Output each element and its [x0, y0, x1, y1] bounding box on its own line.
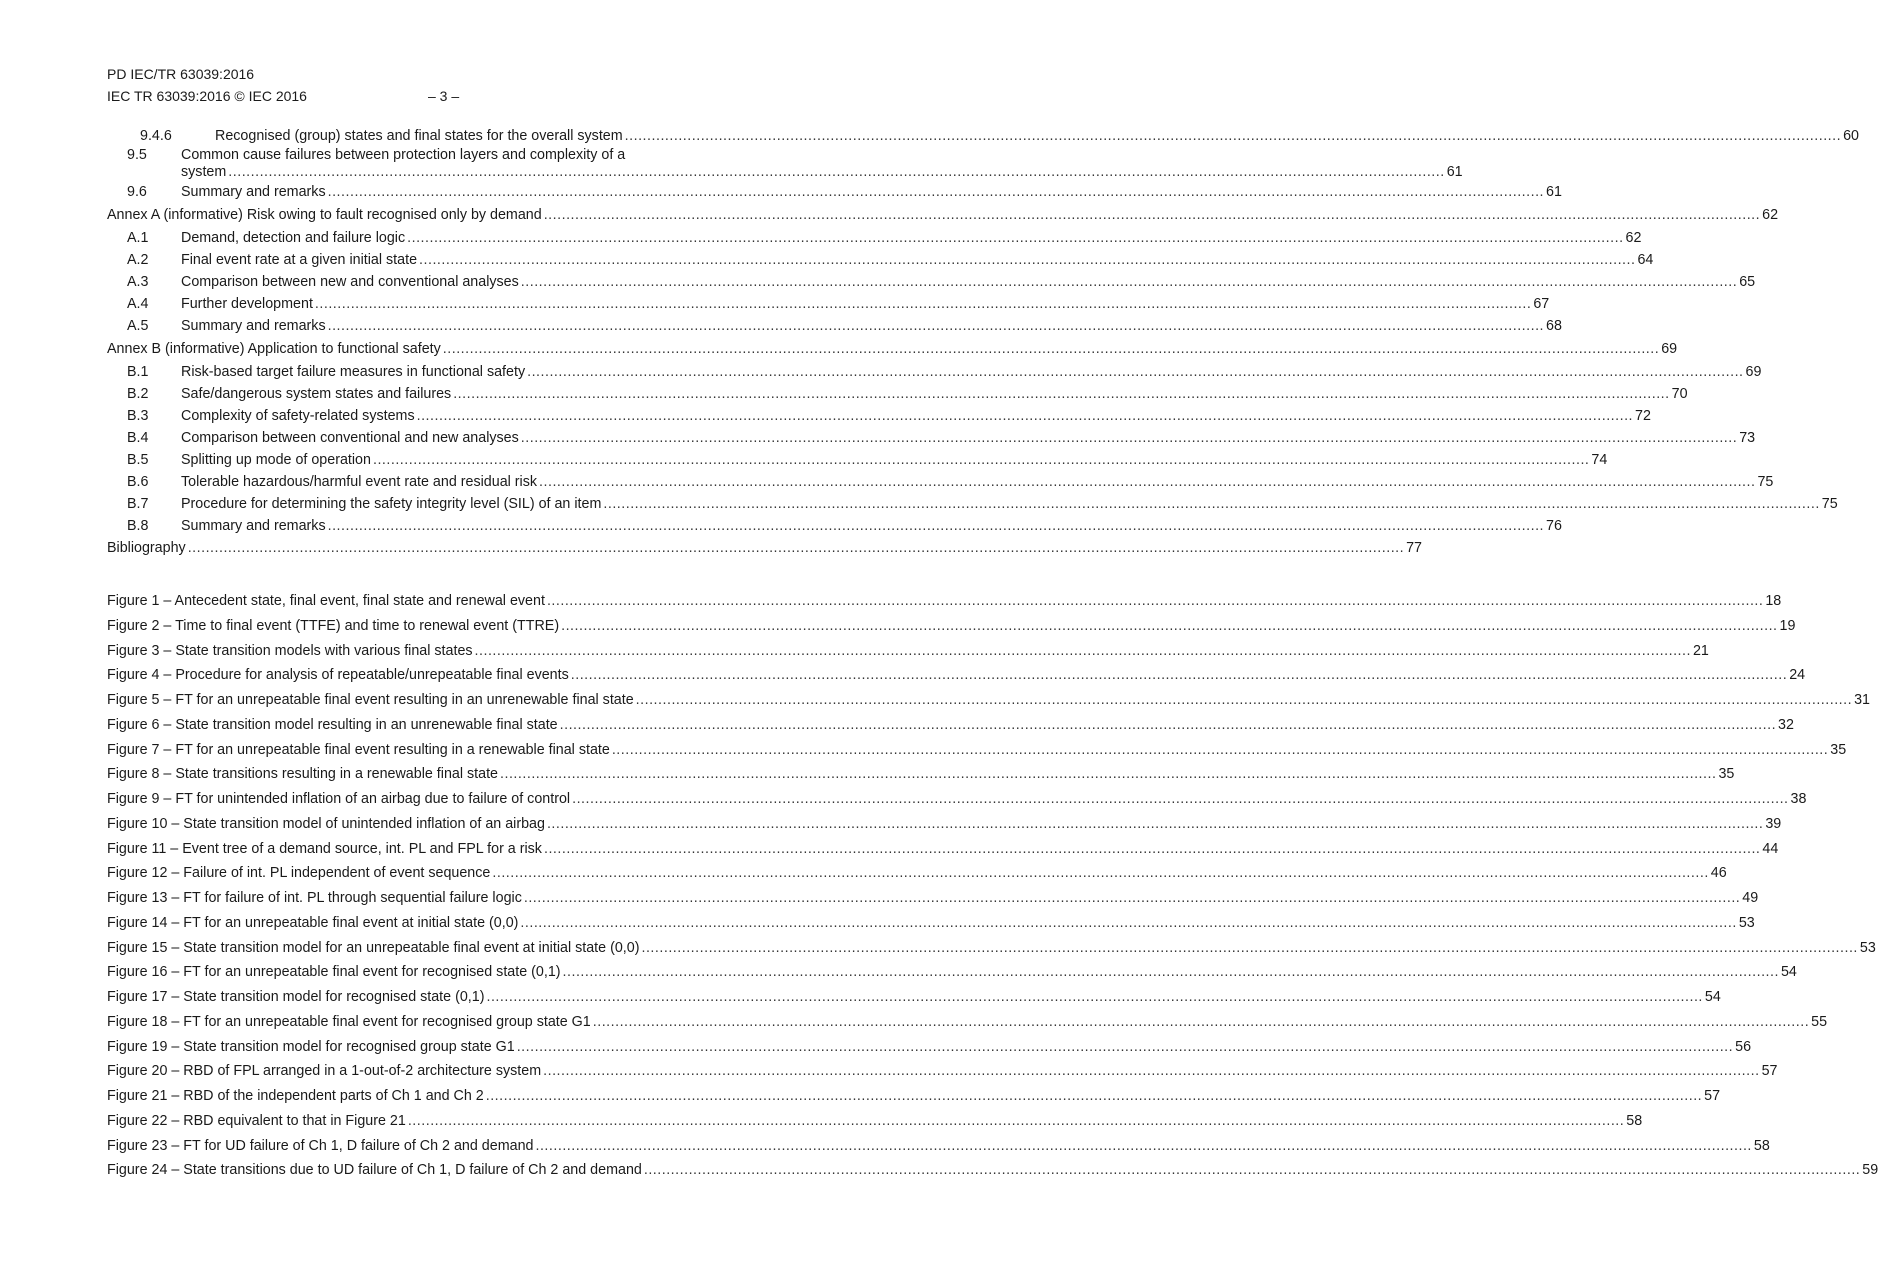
toc-entry[interactable]	[107, 361, 1762, 383]
dot-leader	[625, 125, 1841, 147]
toc-entry[interactable]	[107, 405, 1651, 427]
toc-entry[interactable]	[107, 471, 1774, 493]
list-of-figures	[107, 589, 1878, 1183]
figure-entry-page: 59	[1862, 1162, 1878, 1179]
toc-entry-page: 69	[1745, 364, 1762, 380]
figure-entry-page: 58	[1626, 1112, 1643, 1129]
figure-entry-page: 56	[1735, 1038, 1752, 1055]
toc-entry-page: 60	[1843, 128, 1859, 144]
dot-leader	[571, 663, 1787, 688]
toc-entry-number: A.2	[127, 252, 149, 268]
dot-leader	[453, 383, 1669, 405]
dot-leader	[475, 639, 1691, 664]
figure-entry-title: Figure 6 – State transition model resulting in an unrenewable final state	[107, 716, 558, 733]
figure-entry-title: Figure 7 – FT for an unrepeatable final event resulting in a renewable final state	[107, 741, 610, 758]
toc-entry-title: Risk-based target failure measures in functional safety	[181, 364, 526, 380]
figure-entry-page: 24	[1789, 667, 1806, 684]
toc-entry[interactable]	[107, 315, 1562, 337]
header-copyright-line	[107, 85, 460, 107]
figure-entry-page: 35	[1718, 766, 1735, 783]
toc-entry-title: Recognised (group) states and final states for the overall system	[215, 128, 623, 144]
toc-entry[interactable]	[107, 493, 1838, 515]
toc-entry-page: 76	[1546, 518, 1562, 534]
figure-entry-title: Figure 15 – State transition model for an unrepeatable final event at initial state (0,0)	[107, 939, 640, 956]
dot-leader	[373, 449, 1589, 471]
figure-entry[interactable]	[107, 738, 1847, 763]
figure-entry-title: Figure 10 – State transition model of unintended inflation of an airbag	[107, 815, 545, 832]
figure-entry-page: 35	[1830, 741, 1847, 758]
dot-leader	[328, 181, 1544, 203]
figure-entry[interactable]	[107, 614, 1796, 639]
figure-entry[interactable]	[107, 837, 1779, 862]
figure-entry[interactable]	[107, 886, 1759, 911]
figure-entry[interactable]	[107, 787, 1807, 812]
figure-entry-page: 54	[1780, 964, 1797, 981]
toc-entry-page: 65	[1739, 274, 1756, 290]
figure-entry[interactable]	[107, 985, 1721, 1010]
dot-leader	[636, 688, 1852, 713]
toc-entry-title: Safe/dangerous system states and failures	[181, 386, 452, 402]
header-doc-id: PD IEC/TR 63039:2016	[107, 66, 255, 82]
figure-entry-title: Figure 9 – FT for unintended inflation of an airbag due to failure of control	[107, 791, 571, 807]
dot-leader	[535, 1134, 1751, 1159]
toc-entry[interactable]	[107, 147, 1463, 181]
toc-entry-page: 62	[1625, 230, 1642, 246]
toc-entry[interactable]	[107, 515, 1562, 537]
figure-entry-page: 21	[1692, 642, 1709, 659]
toc-entry-page: 61	[1546, 184, 1562, 200]
figure-entry-title: Figure 14 – FT for an unrepeatable final event at initial state (0,0)	[107, 914, 519, 931]
dot-leader	[520, 911, 1736, 936]
toc-entry[interactable]	[107, 383, 1688, 405]
dot-leader	[228, 164, 1444, 181]
dot-leader	[539, 471, 1755, 493]
toc-entry-page: 61	[1446, 164, 1463, 180]
dot-leader	[560, 713, 1776, 738]
toc-entry[interactable]	[107, 293, 1550, 315]
dot-leader	[543, 1059, 1759, 1084]
figure-entry-title: Figure 23 – FT for UD failure of Ch 1, D failure of Ch 2 and demand	[107, 1137, 534, 1154]
dot-leader	[563, 960, 1779, 985]
dot-leader	[527, 361, 1743, 383]
toc-entry-title: Final event rate at a given initial state	[181, 252, 418, 268]
toc-entry-number: B.3	[127, 408, 149, 424]
toc-entry-number: B.2	[127, 386, 149, 402]
figure-entry-title: Figure 12 – Failure of int. PL independent of event sequence	[107, 865, 491, 882]
figure-entry-page: 53	[1738, 914, 1755, 931]
toc-entry-number: 9.5	[127, 147, 147, 163]
figure-entry[interactable]	[107, 1084, 1721, 1109]
toc-entry-page: 69	[1661, 341, 1678, 357]
toc-entry-page: 67	[1533, 296, 1550, 312]
toc-entry-page: 75	[1757, 474, 1774, 490]
toc-entry-number: A.4	[127, 296, 149, 312]
toc-entry[interactable]	[107, 181, 1562, 203]
toc-entry[interactable]	[107, 449, 1608, 471]
figure-entry-title: Figure 18 – FT for an unrepeatable final event for recognised group state G1	[107, 1013, 591, 1030]
toc-entry[interactable]	[107, 125, 1859, 147]
toc-entry-number: 9.6	[127, 184, 147, 200]
toc-entry-title: Comparison between new and conventional analyses	[181, 274, 519, 290]
toc-entry-title: Further development	[181, 296, 313, 312]
dot-leader	[572, 787, 1788, 812]
toc-entry-title: Complexity of safety-related systems	[181, 408, 415, 424]
figure-entry-title: Figure 22 – RBD equivalent to that in Figure 21	[107, 1112, 406, 1129]
figure-entry-page: 39	[1765, 815, 1782, 832]
toc-entry-title: Bibliography	[107, 540, 186, 556]
header-page-number: – 3 –	[428, 88, 460, 104]
dot-leader	[315, 293, 1531, 315]
toc-entry-page: 74	[1591, 452, 1608, 468]
toc-entry-page: 73	[1739, 430, 1756, 446]
dot-leader	[603, 493, 1819, 515]
toc-entry-title: Tolerable hazardous/harmful event rate and residual risk	[181, 474, 538, 490]
toc-entry[interactable]	[107, 249, 1654, 271]
toc-entry-number: B.6	[127, 474, 149, 490]
dot-leader	[328, 515, 1544, 537]
toc-entry-number: B.7	[127, 496, 149, 512]
toc-annex-entry[interactable]	[107, 203, 1779, 227]
figure-entry[interactable]	[107, 936, 1876, 961]
toc-entry-number: A.1	[127, 230, 149, 246]
figure-entry-page: 57	[1704, 1088, 1721, 1104]
toc-entry-page: 68	[1546, 318, 1562, 334]
figure-entry-page: 31	[1854, 692, 1870, 708]
figure-entry-title: Figure 2 – Time to final event (TTFE) and time to renewal event (TTRE)	[107, 617, 560, 634]
dot-leader	[419, 249, 1635, 271]
dot-leader	[521, 427, 1737, 449]
figure-entry-page: 49	[1742, 890, 1759, 906]
dot-leader	[486, 1084, 1702, 1109]
dot-leader	[612, 738, 1828, 763]
figure-entry[interactable]	[107, 1010, 1828, 1035]
dot-leader	[547, 812, 1763, 837]
dot-leader	[486, 985, 1702, 1010]
dot-leader	[492, 861, 1708, 886]
figure-entry-title: Figure 1 – Antecedent state, final event, final state and renewal event	[107, 593, 545, 609]
toc-entry-page: 75	[1821, 496, 1838, 512]
dot-leader	[521, 271, 1737, 293]
figure-entry-title: Figure 13 – FT for failure of int. PL through sequential failure logic	[107, 890, 522, 906]
figure-entry[interactable]	[107, 1059, 1778, 1084]
toc-entry-number: 9.4.6	[140, 128, 172, 144]
header-copyright: IEC TR 63039:2016 © IEC 2016	[107, 88, 307, 104]
figure-entry[interactable]	[107, 663, 1806, 688]
figure-entry[interactable]	[107, 762, 1735, 787]
toc-annex-entry[interactable]	[107, 337, 1678, 361]
page-header	[107, 63, 460, 107]
toc-entry-number: A.3	[127, 274, 149, 290]
figure-entry-page: 57	[1761, 1063, 1778, 1080]
figure-entry-title: Figure 5 – FT for an unrepeatable final event resulting in an unrenewable final state	[107, 692, 634, 708]
toc-entry-page: 64	[1637, 252, 1654, 268]
toc-entry-title-line2: system	[181, 164, 227, 180]
toc-bibliography-entry[interactable]	[107, 537, 1423, 559]
toc-entry-title: Summary and remarks	[181, 184, 326, 200]
figure-entry[interactable]	[107, 1134, 1770, 1159]
figure-entry-title: Figure 17 – State transition model for recognised state (0,1)	[107, 989, 485, 1005]
toc-entry-page: 72	[1635, 408, 1651, 424]
figure-entry[interactable]	[107, 589, 1782, 614]
figure-entry-page: 58	[1753, 1137, 1770, 1154]
dot-leader	[328, 315, 1544, 337]
toc-entry-number: B.8	[127, 518, 149, 534]
figure-entry-page: 46	[1710, 865, 1727, 882]
figure-entry-title: Figure 8 – State transitions resulting in a renewable final state	[107, 766, 499, 783]
dot-leader	[593, 1010, 1809, 1035]
figure-entry[interactable]	[107, 1035, 1752, 1060]
figure-entry-page: 44	[1762, 840, 1779, 857]
figure-entry-title: Figure 4 – Procedure for analysis of repeatable/unrepeatable final events	[107, 667, 569, 684]
figure-entry[interactable]	[107, 688, 1870, 713]
toc-entry[interactable]	[107, 427, 1756, 449]
toc-entry-page: 62	[1762, 207, 1779, 223]
dot-leader	[517, 1035, 1733, 1060]
toc-entry-title: Summary and remarks	[181, 518, 326, 534]
toc-entry-title: Demand, detection and failure logic	[181, 230, 406, 246]
toc-entry-page: 70	[1671, 386, 1688, 402]
dot-leader	[641, 936, 1857, 961]
figure-entry-title: Figure 24 – State transitions due to UD failure of Ch 1, D failure of Ch 2 and demand	[107, 1162, 642, 1179]
dot-leader	[544, 203, 1760, 227]
toc-entry-title-line1: Common cause failures between protection layers and complexity of a	[181, 147, 626, 163]
figure-entry-title: Figure 16 – FT for an unrepeatable final event for recognised state (0,1)	[107, 964, 561, 981]
toc-entry-number: B.5	[127, 452, 149, 468]
dot-leader	[547, 589, 1763, 614]
figure-entry-page: 38	[1790, 791, 1807, 807]
toc-entry-number: A.5	[127, 318, 149, 334]
figure-entry[interactable]	[107, 960, 1797, 985]
toc-entry-title: Procedure for determining the safety integrity level (SIL) of an item	[181, 496, 602, 512]
toc-entry-title: Comparison between conventional and new analyses	[181, 430, 519, 446]
toc-entry-page: 77	[1406, 540, 1423, 556]
dot-leader	[544, 837, 1760, 862]
dot-leader	[644, 1158, 1860, 1183]
figure-entry[interactable]	[107, 861, 1727, 886]
figure-entry-page: 53	[1859, 939, 1876, 956]
figure-entry-title: Figure 20 – RBD of FPL arranged in a 1-out-of-2 architecture system	[107, 1063, 542, 1080]
dot-leader	[561, 614, 1777, 639]
figure-entry-title: Figure 3 – State transition models with various final states	[107, 642, 473, 659]
figure-entry-page: 18	[1765, 593, 1782, 609]
dot-leader	[500, 762, 1716, 787]
toc-entry[interactable]	[107, 271, 1756, 293]
dot-leader	[417, 405, 1633, 427]
figure-entry-page: 19	[1779, 617, 1796, 634]
figure-entry-title: Figure 21 – RBD of the independent parts of Ch 1 and Ch 2	[107, 1088, 484, 1104]
toc-entry-title: Annex A (informative) Risk owing to fault recognised only by demand	[107, 207, 542, 223]
toc-entry-title: Annex B (informative) Application to functional safety	[107, 341, 441, 357]
figure-entry[interactable]	[107, 1109, 1643, 1134]
table-of-contents	[107, 125, 1859, 559]
dot-leader	[408, 1109, 1624, 1134]
toc-entry-number: B.4	[127, 430, 149, 446]
figure-entry[interactable]	[107, 1158, 1878, 1183]
figure-entry-title: Figure 19 – State transition model for recognised group state G1	[107, 1038, 515, 1055]
figure-entry[interactable]	[107, 713, 1794, 738]
figure-entry-page: 55	[1811, 1013, 1828, 1030]
toc-entry[interactable]	[107, 227, 1642, 249]
figure-entry[interactable]	[107, 812, 1782, 837]
figure-entry[interactable]	[107, 639, 1709, 664]
figure-entry-page: 32	[1778, 716, 1794, 733]
figure-entry-title: Figure 11 – Event tree of a demand source, int. PL and FPL for a risk	[107, 840, 542, 857]
dot-leader	[407, 227, 1623, 249]
dot-leader	[188, 537, 1404, 559]
figure-entry-page: 54	[1704, 989, 1721, 1005]
toc-entry-title: Splitting up mode of operation	[181, 452, 371, 468]
toc-entry-title: Summary and remarks	[181, 318, 326, 334]
toc-entry-number: B.1	[127, 364, 149, 380]
dot-leader	[524, 886, 1740, 911]
dot-leader	[443, 337, 1659, 361]
figure-entry[interactable]	[107, 911, 1755, 936]
